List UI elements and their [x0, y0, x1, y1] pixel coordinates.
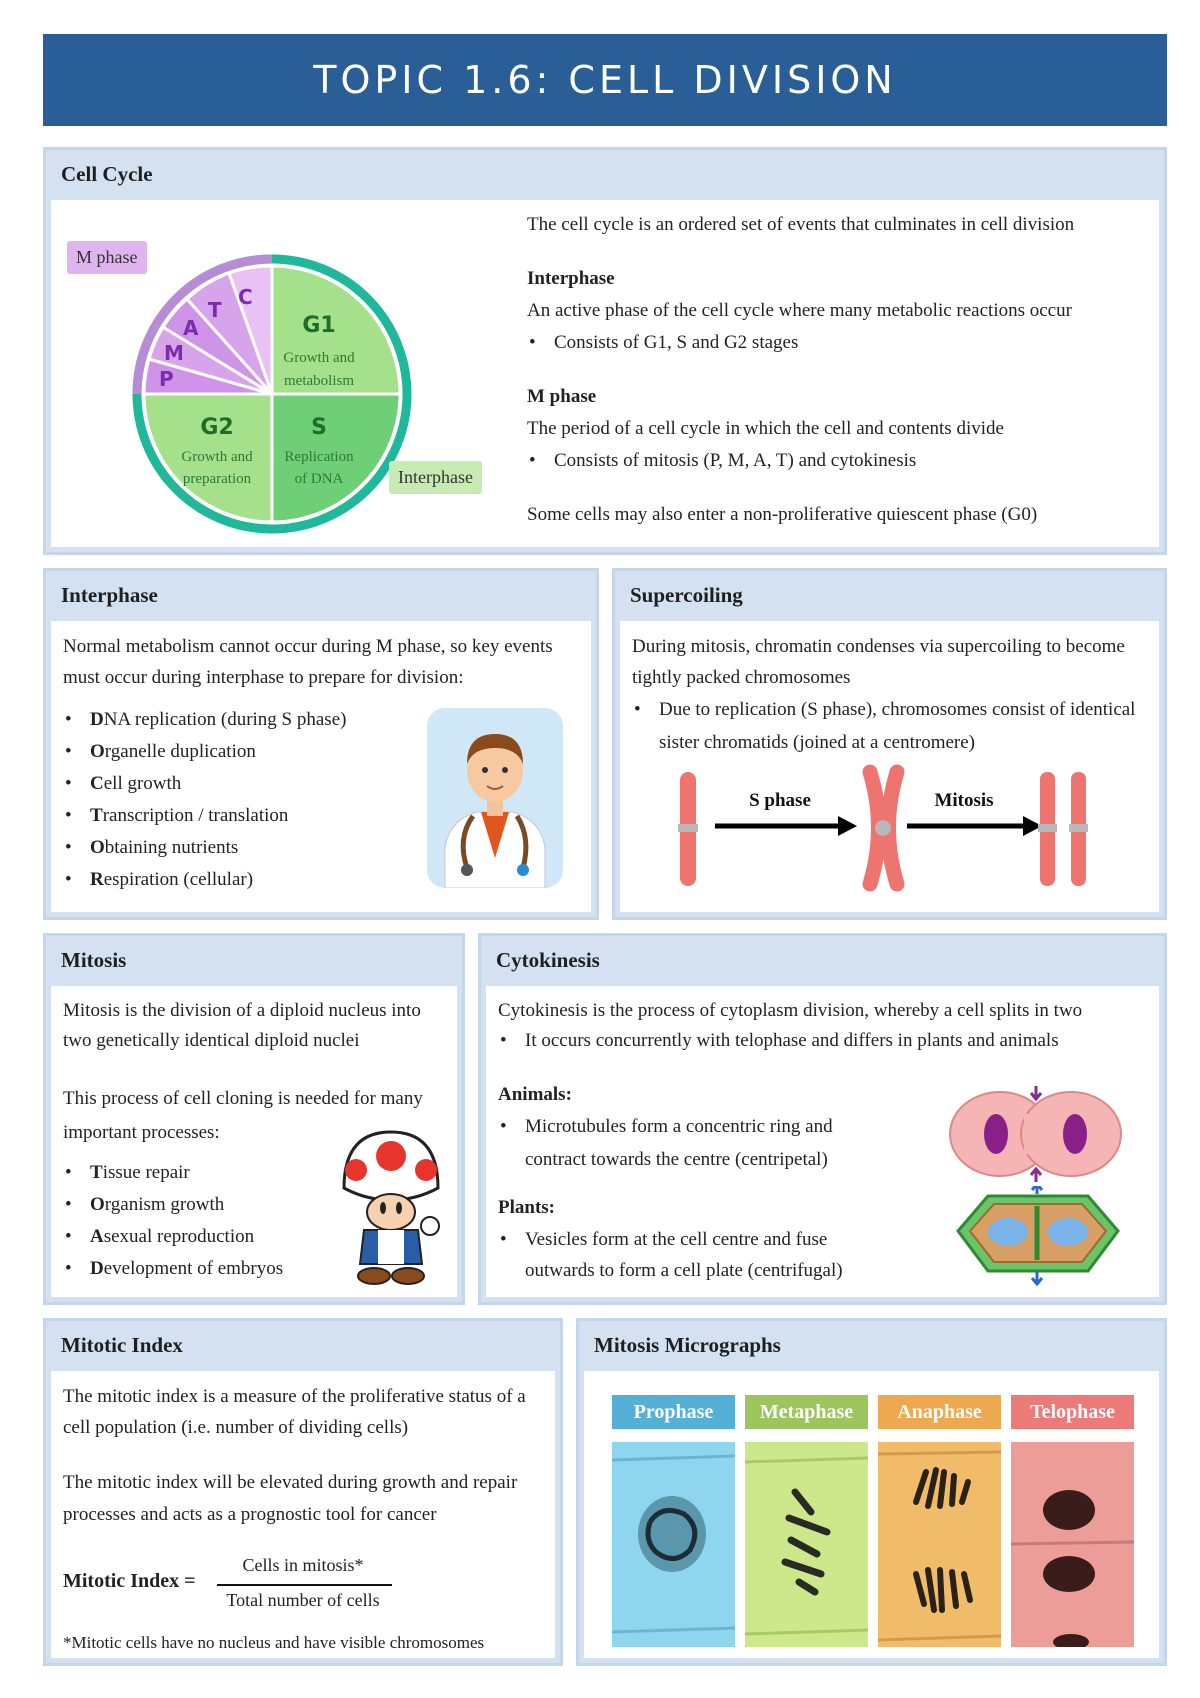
- interphase-list: [63, 704, 423, 896]
- micrographs-panel: [576, 1318, 1167, 1666]
- cytokinesis-intro: Cytokinesis is the process of cytoplasm division, whereby a cell splits in two: [498, 1000, 1083, 1021]
- plants-title: Plants:: [498, 1197, 555, 1218]
- list-item: • Respiration (cellular): [63, 864, 423, 896]
- interphase-tag: Interphase: [389, 461, 482, 494]
- plant-cell-cytokinesis-diagram: [948, 1186, 1123, 1286]
- mitotic-index-header: Mitotic Index: [61, 1332, 183, 1357]
- interphase-header: Interphase: [61, 582, 158, 607]
- supercoiling-bullet: • Due to replication (S phase), chromosomes consist of identical sister chromatids (joined at a centromere): [632, 693, 1152, 759]
- interphase-subtitle: Interphase: [527, 268, 615, 289]
- telophase-label: Telophase: [1011, 1395, 1134, 1429]
- supercoiling-intro: During mitosis, chromatin condenses via supercoiling to become tightly packed chromosomes: [632, 636, 1125, 688]
- mitosis-arrow-label: Mitosis: [934, 790, 994, 811]
- cell-cycle-panel: [43, 147, 1167, 555]
- interphase-panel: [43, 568, 599, 920]
- s-label: S: [311, 415, 327, 440]
- animal-cell-cytokinesis-diagram: [948, 1084, 1123, 1184]
- g1-desc-2: metabolism: [284, 373, 354, 389]
- prophase-image: [612, 1442, 735, 1647]
- cytokinesis-bullet: • It occurs concurrently with telophase and differs in plants and animals: [498, 1026, 1158, 1056]
- single-chromosome: [678, 772, 698, 886]
- mitosis-intro: Mitosis is the division of a diploid nucleus into two genetically identical diploid nuclei: [63, 1000, 421, 1051]
- g1-label: G1: [302, 313, 336, 338]
- slice-label-a: A: [183, 316, 199, 340]
- prophase-micrograph: [612, 1395, 735, 1647]
- list-item: • Development of embryos: [63, 1253, 343, 1285]
- interphase-desc: An active phase of the cell cycle where many metabolic reactions occur: [527, 300, 1072, 321]
- metaphase-image: [745, 1442, 868, 1647]
- formula-numerator: Cells in mitosis*: [242, 1555, 364, 1575]
- g2-label: G2: [200, 415, 234, 440]
- interphase-bullet: • Consists of G1, S and G2 stages: [527, 327, 1147, 359]
- s-desc-2: of DNA: [294, 471, 344, 487]
- s-desc-1: Replication: [284, 449, 354, 465]
- micrographs-header: Mitosis Micrographs: [594, 1332, 781, 1357]
- slice-label-t: T: [208, 298, 222, 322]
- list-item: • Organelle duplication: [63, 736, 423, 768]
- page-title-banner: [43, 34, 1167, 126]
- metaphase-label: Metaphase: [745, 1395, 868, 1429]
- interphase-intro: Normal metabolism cannot occur during M phase, so key events must occur during interphase to prepare for division:: [63, 636, 553, 688]
- plants-bullet: • Vesicles form at the cell centre and fuse outwards to form a cell plate (centrifugal): [498, 1224, 898, 1286]
- list-item: • Obtaining nutrients: [63, 832, 423, 864]
- supercoiling-panel: [612, 568, 1167, 920]
- mitosis-list: [63, 1157, 343, 1285]
- cytokinesis-panel: [478, 933, 1167, 1305]
- mphase-subtitle: M phase: [527, 386, 597, 407]
- cell-cycle-intro: The cell cycle is an ordered set of events that culminates in cell division: [527, 214, 1075, 235]
- anaphase-image: [878, 1442, 1001, 1647]
- list-item: • Tissue repair: [63, 1157, 343, 1189]
- g1-desc-1: Growth and: [283, 350, 355, 366]
- animals-title: Animals:: [498, 1084, 572, 1105]
- mitotic-index-panel: [43, 1318, 563, 1666]
- cell-cycle-text: [527, 209, 1147, 531]
- s-phase-arrow-label: S phase: [749, 790, 811, 811]
- mitosis-header: Mitosis: [61, 947, 127, 972]
- anaphase-label: Anaphase: [878, 1395, 1001, 1429]
- replicated-chromosome: [870, 772, 897, 884]
- g2-desc-1: Growth and: [181, 449, 253, 465]
- doctor-icon: [427, 708, 563, 888]
- list-item: • DNA replication (during S phase): [63, 704, 423, 736]
- mitotic-index-para2: The mitotic index will be elevated during growth and repair processes and acts as a prognostic tool for cancer: [63, 1472, 518, 1525]
- mphase-bullet: • Consists of mitosis (P, M, A, T) and cytokinesis: [527, 445, 1147, 477]
- list-item: • Transcription / translation: [63, 800, 423, 832]
- cell-cycle-header: Cell Cycle: [61, 161, 153, 186]
- mphase-tag: M phase: [67, 241, 147, 274]
- mitosis-panel: [43, 933, 465, 1305]
- metaphase-micrograph: [745, 1395, 868, 1647]
- list-item: • Cell growth: [63, 768, 423, 800]
- g2-desc-2: preparation: [182, 471, 252, 487]
- telophase-image: [1011, 1442, 1134, 1647]
- separated-chromatids: [1038, 772, 1088, 886]
- formula-label: Mitotic Index =: [63, 1570, 196, 1592]
- mitotic-index-footnote: *Mitotic cells have no nucleus and have visible chromosomes: [63, 1633, 485, 1652]
- formula-denominator: Total number of cells: [226, 1590, 380, 1610]
- mphase-desc: The period of a cell cycle in which the cell and contents divide: [527, 418, 1004, 439]
- mitosis-para2: This process of cell cloning is needed for many important processes:: [63, 1088, 423, 1143]
- telophase-micrograph: [1011, 1395, 1134, 1647]
- animals-bullet: • Microtubules form a concentric ring and contract towards the centre (centripetal): [498, 1110, 898, 1176]
- cytokinesis-header: Cytokinesis: [496, 947, 600, 972]
- quiescent-text: Some cells may also enter a non-proliferative quiescent phase (G0): [527, 504, 1038, 525]
- page-title: TOPIC 1.6: CELL DIVISION: [313, 58, 897, 102]
- slice-label-p: P: [159, 367, 174, 391]
- slice-label-c: C: [238, 285, 253, 309]
- mitotic-index-para1: The mitotic index is a measure of the proliferative status of a cell population (i.e. number of dividing cells): [63, 1386, 526, 1438]
- prophase-label: Prophase: [612, 1395, 735, 1429]
- supercoiling-header: Supercoiling: [630, 582, 743, 607]
- mushroom-character-icon: [336, 1126, 446, 1286]
- slice-label-m: M: [164, 341, 184, 365]
- list-item: • Organism growth: [63, 1189, 343, 1221]
- anaphase-micrograph: [878, 1395, 1001, 1647]
- list-item: • Asexual reproduction: [63, 1221, 343, 1253]
- supercoiling-diagram: [625, 764, 1155, 894]
